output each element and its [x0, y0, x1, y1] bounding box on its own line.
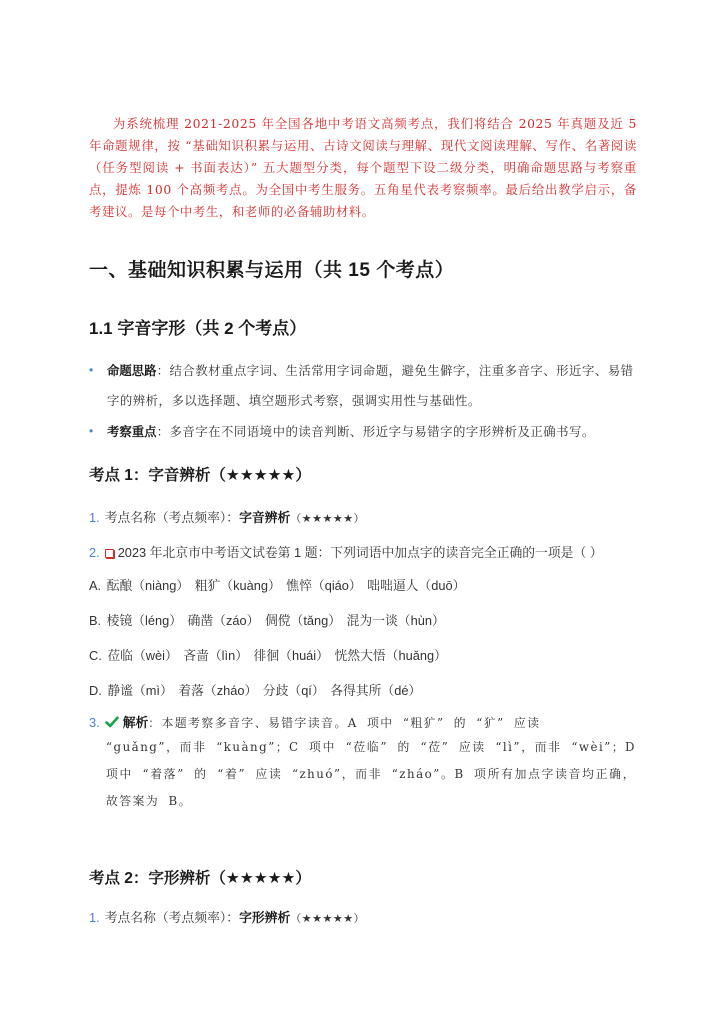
list-number: 3.	[89, 715, 100, 730]
bullet-item-focus	[89, 417, 639, 447]
bullet-dot-icon: •	[89, 363, 94, 377]
bullet-item-approach	[89, 356, 639, 416]
bullet-dot-icon: •	[89, 424, 94, 438]
check-icon	[105, 716, 119, 728]
question-text: 2023 年北京市中考语文试卷第 1 题：下列词语中加点字的读音完全正确的一项是（ ）	[117, 545, 603, 560]
subsection-heading: 1.1 字音字形（共 2 个考点）	[89, 319, 307, 338]
subsection-bullets	[89, 356, 639, 448]
checkbox-icon	[105, 549, 114, 558]
bullet-label: 考察重点	[107, 425, 157, 439]
bullet-label: 命题思路	[107, 364, 157, 378]
analysis-first-line: ：本题考察多音字、易错字读音。A 项中 “粗犷” 的 “犷” 应读	[148, 716, 541, 730]
item-prefix: 考点名称（考点频率）：	[104, 910, 240, 925]
list-number: 2.	[89, 545, 100, 560]
item-prefix: 考点名称（考点频率）：	[104, 510, 240, 525]
option-c: C. 莅临（wèi） 吝啬（lìn） 徘徊（huái） 恍然大悟（huǎng）	[89, 648, 447, 663]
frequency-stars: （★★★★★）	[290, 513, 366, 525]
list-number: 1.	[89, 510, 100, 525]
analysis-label: 解析	[122, 715, 149, 730]
bullet-text: ：结合教材重点字词、生活常用字词命题，避免生僻字，注重多音字、形近字、易错字的辨析，多以选择题、填空题形式考察，强调实用性与基础性。	[107, 363, 634, 408]
analysis-body: “guǎng”，而非 “kuàng”；C 项中 “莅临” 的 “莅” 应读 “lì”，而非 “wèi”；D 项中 “着落” 的 “着” 应读 “zhuó”，而非 “zháo”。B 项所有加点字读音均正确，故答案为 B。	[106, 740, 636, 808]
point-name: 字音辨析	[239, 510, 291, 525]
section-heading: 一、基础知识积累与运用（共 15 个考点）	[89, 260, 455, 281]
bullet-text: ：多音字在不同语境中的读音判断、形近字与易错字的字形辨析及正确书写。	[156, 424, 595, 439]
point-2-item-1	[89, 907, 365, 926]
point-name: 字形辨析	[239, 910, 291, 925]
intro-paragraph: 为系统梳理 2021-2025 年全国各地中考语文高频考点，我们将结合 2025 年真题及近 5 年命题规律，按 “基础知识积累与运用、古诗文阅读与理解、现代文阅读理解、写作、名著阅读（任务型阅读 + 书面表达）” 五大题型分类，每个题型下设二级分类，明确命题思路与考察重点，提炼 100 个高频考点。为全国中考生服务。五角星代表考察频率。最后给出教学启示，备考建议。是每个中考生，和老师的必备辅助材料。	[89, 116, 637, 219]
option-b: B. 棱镜（léng） 确凿（záo） 倜傥（tǎng） 混为一谈（hùn）	[89, 613, 445, 628]
analysis-heading-line	[89, 712, 541, 731]
frequency-stars: （★★★★★）	[290, 913, 366, 925]
point-2-title: 考点 2：字形辨析（★★★★★）	[89, 870, 311, 887]
point-1-item-2	[89, 542, 603, 561]
option-d: D. 静谧（mì） 着落（zháo） 分歧（qí） 各得其所（dé）	[89, 683, 422, 698]
point-1-item-1	[89, 507, 365, 526]
list-number: 1.	[89, 910, 100, 925]
point-1-title: 考点 1：字音辨析（★★★★★）	[89, 467, 311, 484]
option-a: A. 酝酿（niàng） 粗犷（kuàng） 憔悴（qiáo） 咄咄逼人（duō）	[89, 578, 466, 593]
